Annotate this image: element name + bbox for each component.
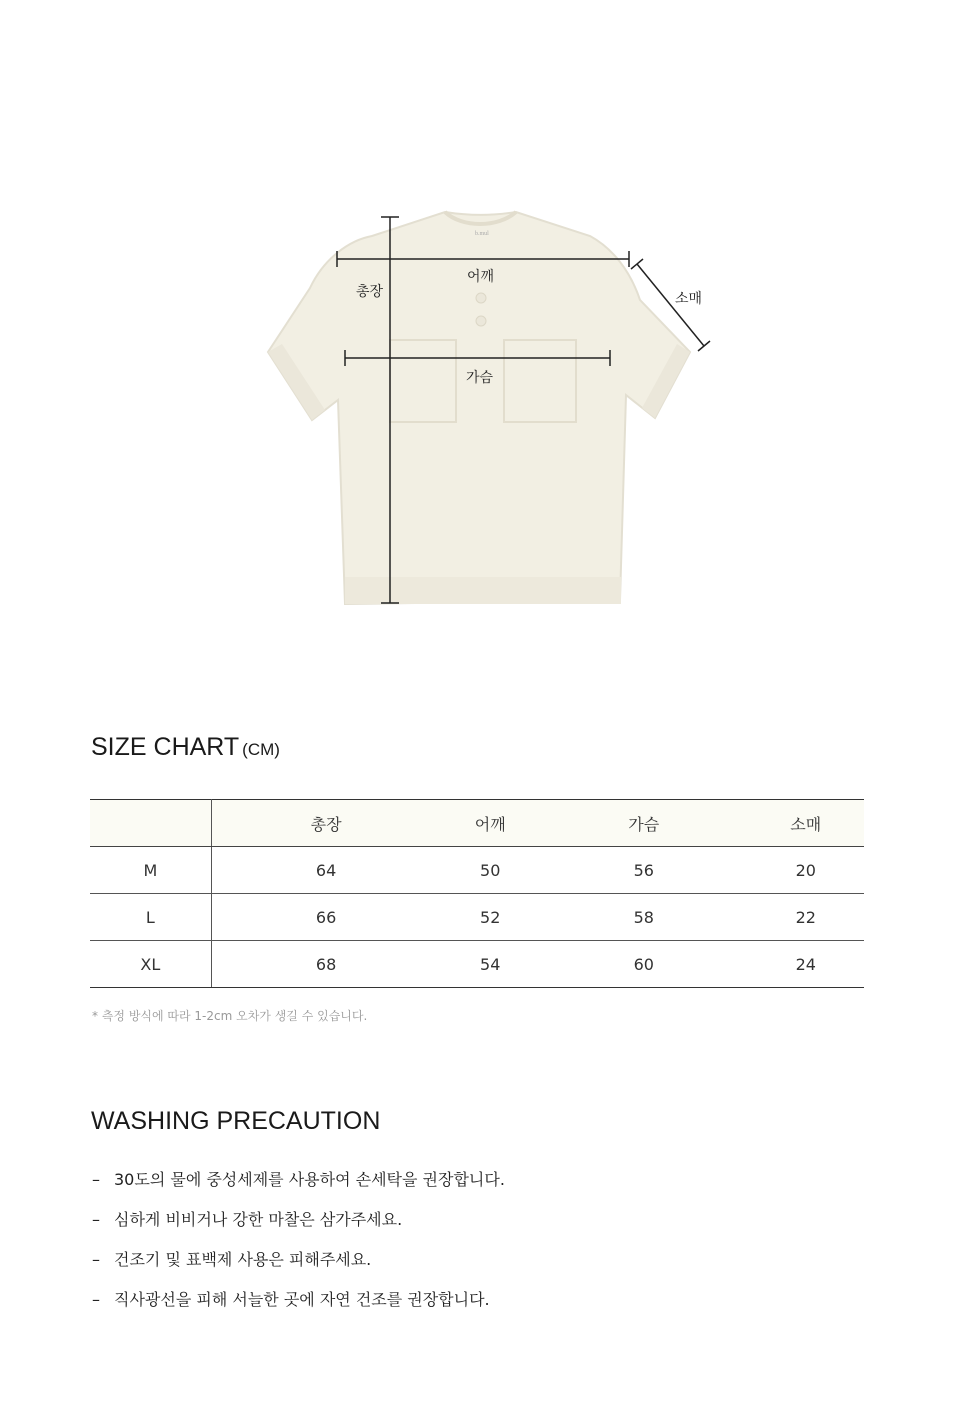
bullet-dash: – [92,1290,100,1309]
size-cell: XL [90,941,211,988]
bullet-dash: – [92,1250,100,1269]
chest-label: 가슴 [466,370,494,386]
shoulder-cell: 52 [440,894,540,941]
washing-text: 건조기 및 표백제 사용은 피해주세요. [114,1250,372,1269]
washing-text: 직사광선을 피해 서늘한 곳에 자연 건조를 권장합니다. [114,1290,490,1309]
measurement-note: * 측정 방식에 따라 1-2cm 오차가 생길 수 있습니다. [92,1009,368,1023]
list-item [92,1206,505,1246]
shoulder-cell: 54 [440,941,540,988]
list-item [92,1286,505,1326]
length-label: 총장 [356,284,384,300]
header-sleeve: 소매 [748,800,865,847]
chest-cell: 60 [540,941,748,988]
sleeve-label: 소매 [675,291,703,307]
sleeve-cell: 22 [748,894,865,941]
button-2 [476,316,486,326]
size-chart-title: SIZE CHART [91,733,240,761]
size-chart-unit: (CM) [242,740,280,759]
table-row [90,894,864,941]
size-chart-heading [91,733,280,762]
length-cell: 68 [211,941,440,988]
sleeve-cell: 24 [748,941,865,988]
washing-list [92,1166,505,1326]
washing-text: 심하게 비비거나 강한 마찰은 삼가주세요. [114,1210,403,1229]
garment-illustration [0,0,960,680]
size-chart-table [90,799,864,988]
tshirt-hem [345,577,621,604]
washing-text: 30도의 물에 중성세제를 사용하여 손세탁을 권장합니다. [114,1170,505,1189]
shoulder-label: 어깨 [467,269,495,285]
length-cell: 64 [211,847,440,894]
shoulder-cell: 50 [440,847,540,894]
header-length: 총장 [211,800,440,847]
chest-cell: 58 [540,894,748,941]
bullet-dash: – [92,1170,100,1189]
bullet-dash: – [92,1210,100,1229]
sleeve-cell: 20 [748,847,865,894]
brand-tag-text: b.mul [475,231,489,237]
button-1 [476,293,486,303]
header-shoulder: 어깨 [440,800,540,847]
size-chart-header-row [90,800,864,847]
table-row [90,941,864,988]
list-item [92,1246,505,1286]
chest-cell: 56 [540,847,748,894]
garment-measurement-diagram [0,0,960,680]
washing-heading: WASHING PRECAUTION [91,1107,381,1135]
size-cell: L [90,894,211,941]
length-cell: 66 [211,894,440,941]
header-chest: 가슴 [540,800,748,847]
header-size [90,800,211,847]
table-row [90,847,864,894]
size-cell: M [90,847,211,894]
list-item [92,1166,505,1206]
